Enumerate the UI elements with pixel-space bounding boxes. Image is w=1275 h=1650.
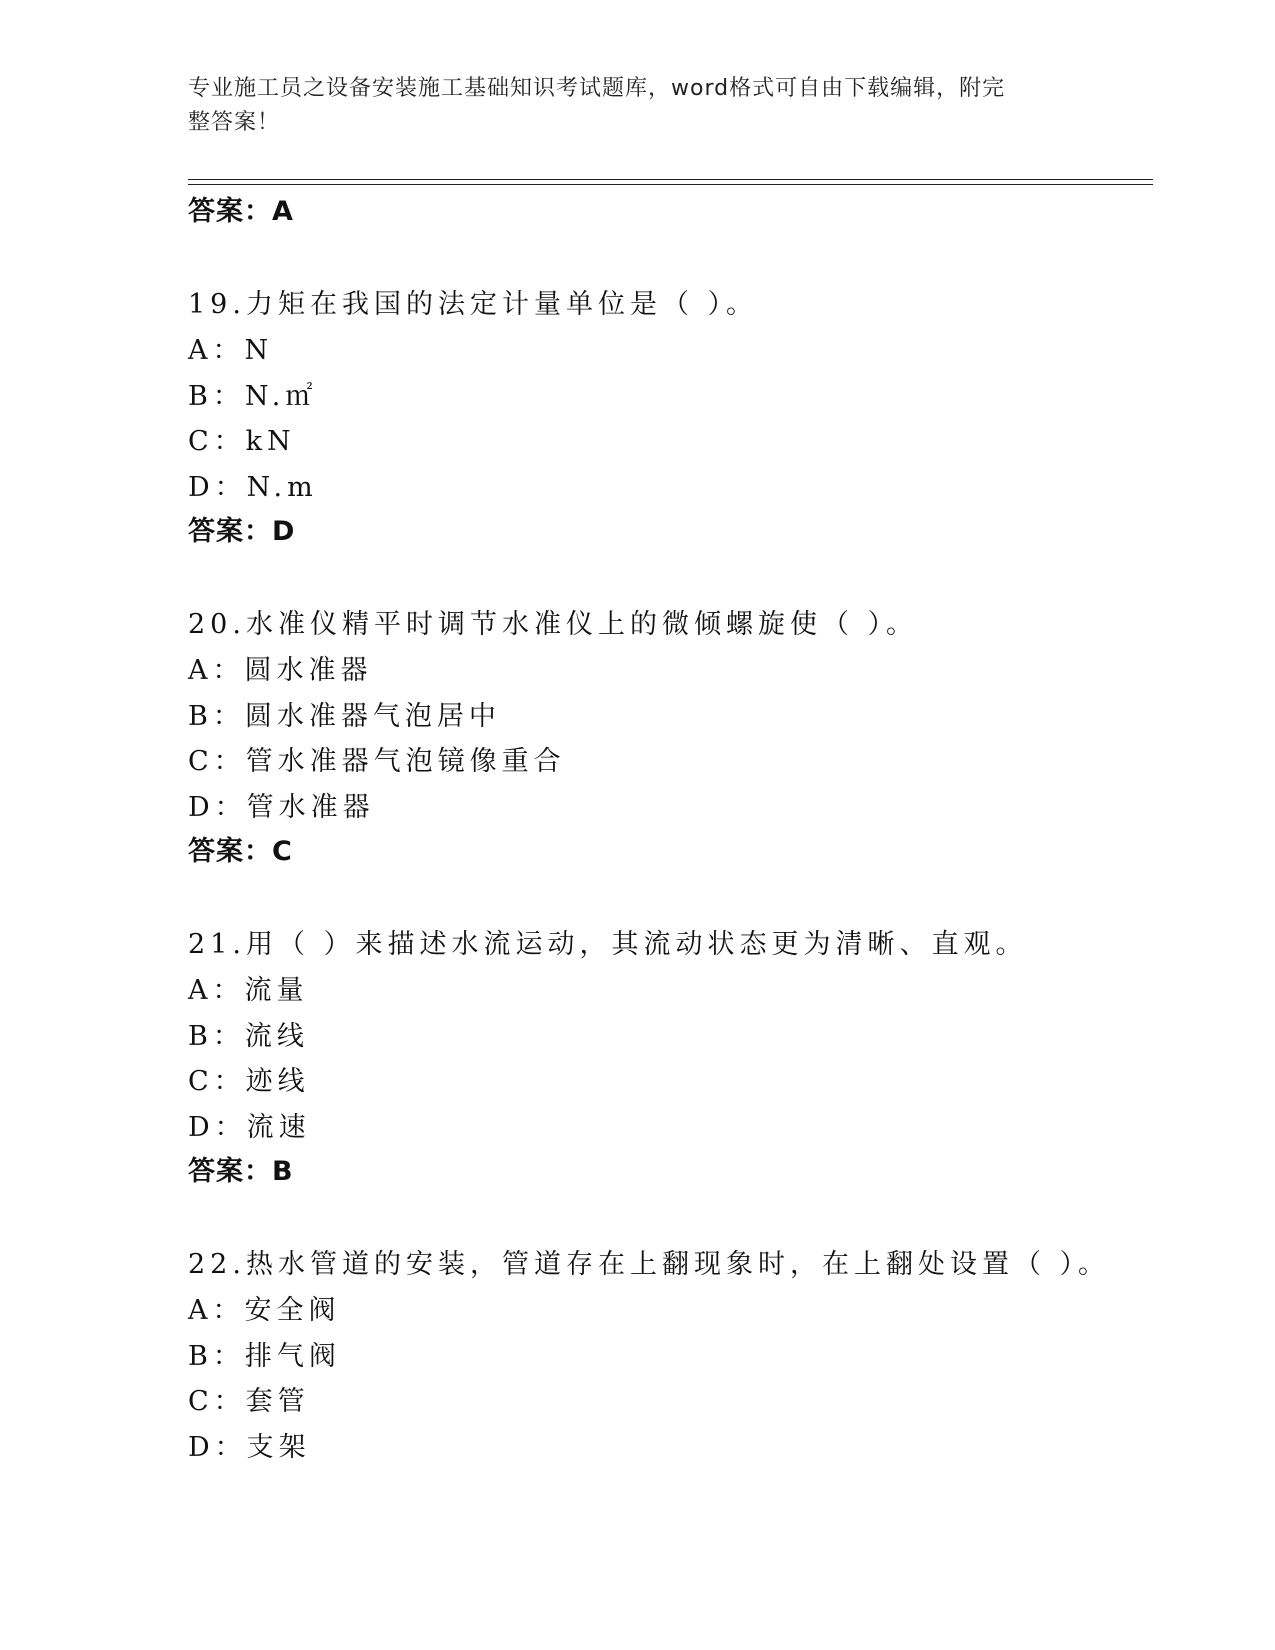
question-list bbox=[188, 190, 1153, 1470]
question-block-21 bbox=[188, 922, 1153, 1194]
spacer bbox=[188, 234, 1153, 282]
header-line-2: 整答案！ bbox=[188, 110, 281, 135]
option-c: C：迹线 bbox=[188, 1066, 310, 1097]
option-b: B：排气阀 bbox=[188, 1340, 341, 1372]
header-divider-bottom bbox=[188, 184, 1153, 185]
option-c: C：管水准器气泡镜像重合 bbox=[188, 746, 566, 777]
option-d: D：流速 bbox=[188, 1111, 311, 1143]
question-block-20 bbox=[188, 602, 1153, 874]
option-b: B：圆水准器气泡居中 bbox=[188, 700, 501, 732]
option-a: A：N bbox=[188, 335, 274, 366]
option-d: D：管水准器 bbox=[188, 791, 375, 823]
question-text: 19.力矩在我国的法定计量单位是（ ）。 bbox=[188, 289, 759, 320]
option-d: D：N.m bbox=[188, 471, 318, 503]
option-b: B：流线 bbox=[188, 1020, 309, 1052]
option-d: D：支架 bbox=[188, 1431, 311, 1463]
option-a: A：安全阀 bbox=[188, 1295, 341, 1326]
spacer bbox=[188, 874, 1153, 922]
question-block-19 bbox=[188, 282, 1153, 554]
previous-answer: 答案：A bbox=[188, 196, 294, 227]
question-block-22 bbox=[188, 1242, 1153, 1470]
option-b: B：N.㎡ bbox=[188, 380, 318, 412]
option-c: C：kN bbox=[188, 426, 296, 457]
answer-line: 答案：D bbox=[188, 516, 296, 547]
document-header bbox=[188, 72, 1068, 140]
answer-line: 答案：C bbox=[188, 836, 293, 867]
header-divider-top bbox=[188, 179, 1153, 180]
option-c: C：套管 bbox=[188, 1386, 310, 1417]
spacer bbox=[188, 554, 1153, 602]
question-text: 21.用（ ）来描述水流运动，其流动状态更为清晰、直观。 bbox=[188, 929, 1028, 960]
question-text: 22.热水管道的安装，管道存在上翻现象时，在上翻处设置（ ）。 bbox=[188, 1249, 1111, 1280]
question-text: 20.水准仪精平时调节水准仪上的微倾螺旋使（ ）。 bbox=[188, 609, 919, 640]
header-line-1: 专业施工员之设备安装施工基础知识考试题库，word格式可自由下载编辑，附完 bbox=[188, 76, 1006, 101]
spacer bbox=[188, 1194, 1153, 1242]
answer-line: 答案：B bbox=[188, 1156, 294, 1187]
option-a: A：流量 bbox=[188, 975, 309, 1006]
option-a: A：圆水准器 bbox=[188, 655, 373, 686]
